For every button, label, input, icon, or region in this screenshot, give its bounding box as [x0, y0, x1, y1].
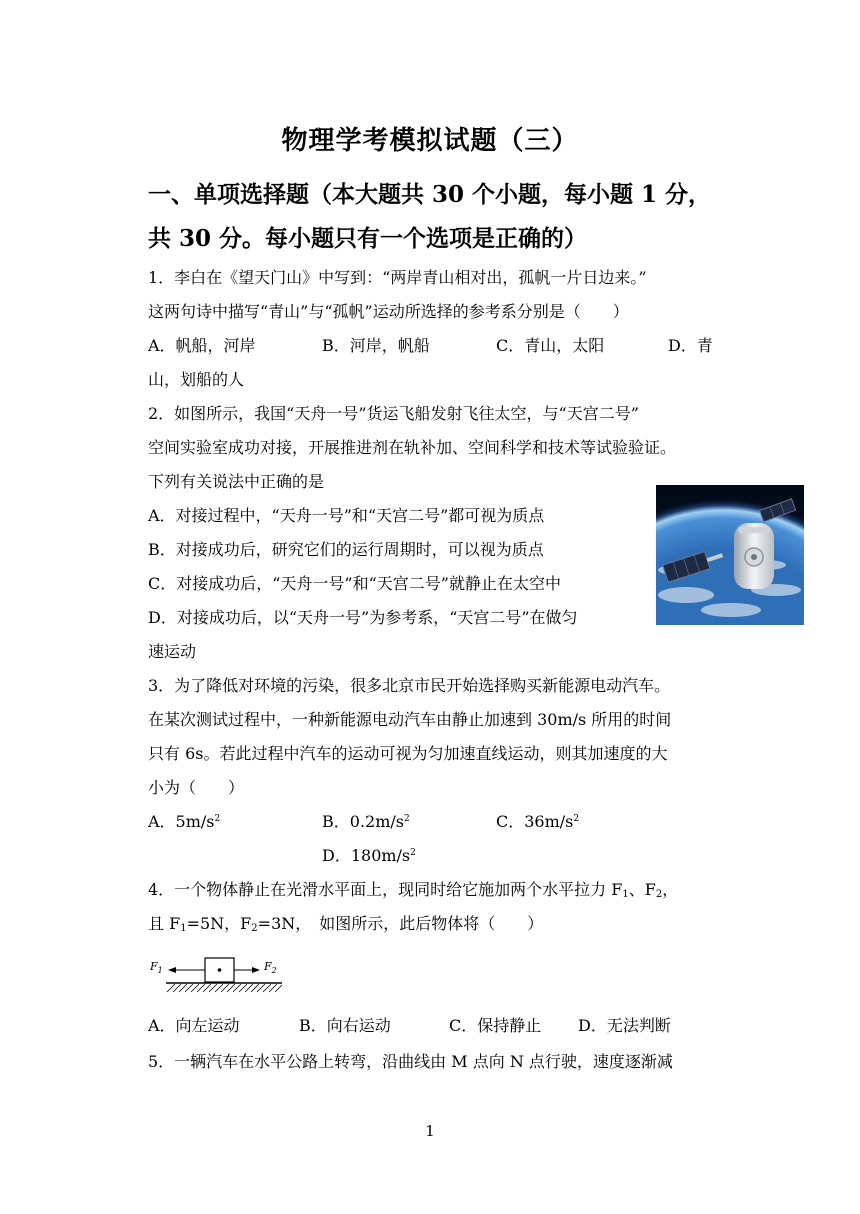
- q4-option-b: B．向右运动: [299, 1016, 391, 1035]
- q4-option-c: C．保持静止: [449, 1016, 542, 1035]
- q2-option-d: D．对接成功后，以“天舟一号”为参考系，“天宫二号”在做匀: [148, 608, 578, 627]
- page-title: 物理学考模拟试题（三）: [281, 126, 579, 156]
- q3-stem-line4: 小为（ ）: [148, 778, 245, 797]
- q3-option-b: B．$0.2m/s^2$: [322, 812, 410, 831]
- q1-stem-line2: 这两句诗中描写“青山”与“孤帆”运动所选择的参考系分别是（ ）: [148, 302, 629, 321]
- q3-option-d: D．$180m/s^2$: [322, 846, 416, 865]
- q3-stem-line1: 3．为了降低对环境的污染，很多北京市民开始选择购买新能源电动汽车。: [148, 676, 671, 695]
- q2-stem-line3: 下列有关说法中正确的是: [148, 472, 325, 491]
- q4-stem-line2: 且 $F_1=5N$，$F_2=3N$， 如图所示，此后物体将（ ）: [148, 914, 544, 934]
- f2-label: $F_2$: [264, 960, 277, 975]
- q3-option-c: C．$36m/s^2$: [496, 812, 580, 831]
- q3-stem-line3: 只有 6s。若此过程中汽车的运动可视为匀加速直线运动，则其加速度的大: [148, 744, 668, 763]
- q1-option-d: D．青: [668, 336, 713, 355]
- q2-option-a: A．对接过程中，“天舟一号”和“天宫二号”都可视为质点: [148, 506, 545, 525]
- f1-label: $F_1$: [150, 960, 163, 975]
- force-diagram: [150, 952, 290, 1002]
- q2-option-d-continued: 速运动: [148, 642, 197, 661]
- q4-stem-line1: 4．一个物体静止在光滑水平面上，现同时给它施加两个水平拉力 $F_1$、$F_2$，: [148, 880, 679, 900]
- q5-stem-line1: 5．一辆汽车在水平公路上转弯，沿曲线由 M 点向 N 点行驶，速度逐渐减: [148, 1052, 673, 1071]
- q2-option-c: C．对接成功后，“天舟一号”和“天宫二号”就静止在太空中: [148, 574, 561, 593]
- q2-option-b: B．对接成功后，研究它们的运行周期时，可以视为质点: [148, 540, 544, 559]
- section-heading-line1: 一、单项选择题（本大题共 30 个小题，每小题 1 分，: [148, 181, 712, 208]
- q4-option-d: D．无法判断: [578, 1016, 671, 1035]
- f2-arrow: [252, 967, 260, 973]
- q1-option-d-continued: 山，划船的人: [148, 370, 245, 389]
- q1-option-a: A．帆船，河岸: [148, 336, 256, 355]
- q4-option-a: A．向左运动: [148, 1016, 240, 1035]
- q2-stem-line2: 空间实验室成功对接，开展推进剂在轨补加、空间科学和技术等试验验证。: [148, 438, 677, 457]
- section-heading-line2: 共 30 分。每小题只有一个选项是正确的）: [148, 225, 588, 252]
- q3-option-a: A．$5m/s^2$: [148, 812, 221, 831]
- f1-arrow: [168, 967, 176, 973]
- q1-option-b: B．河岸，帆船: [322, 336, 430, 355]
- spacecraft-photo: [656, 485, 804, 625]
- q1-option-c: C．青山，太阳: [496, 336, 605, 355]
- q3-stem-line2: 在某次测试过程中，一种新能源电动汽车由静止加速到 30m/s 所用的时间: [148, 710, 672, 729]
- page-number: 1: [425, 1122, 435, 1140]
- q2-stem-line1: 2．如图所示，我国“天舟一号”货运飞船发射飞往太空，与“天宫二号”: [148, 404, 639, 423]
- q1-stem-line1: 1．李白在《望天门山》中写到：“两岸青山相对出，孤帆一片日边来。”: [148, 268, 647, 287]
